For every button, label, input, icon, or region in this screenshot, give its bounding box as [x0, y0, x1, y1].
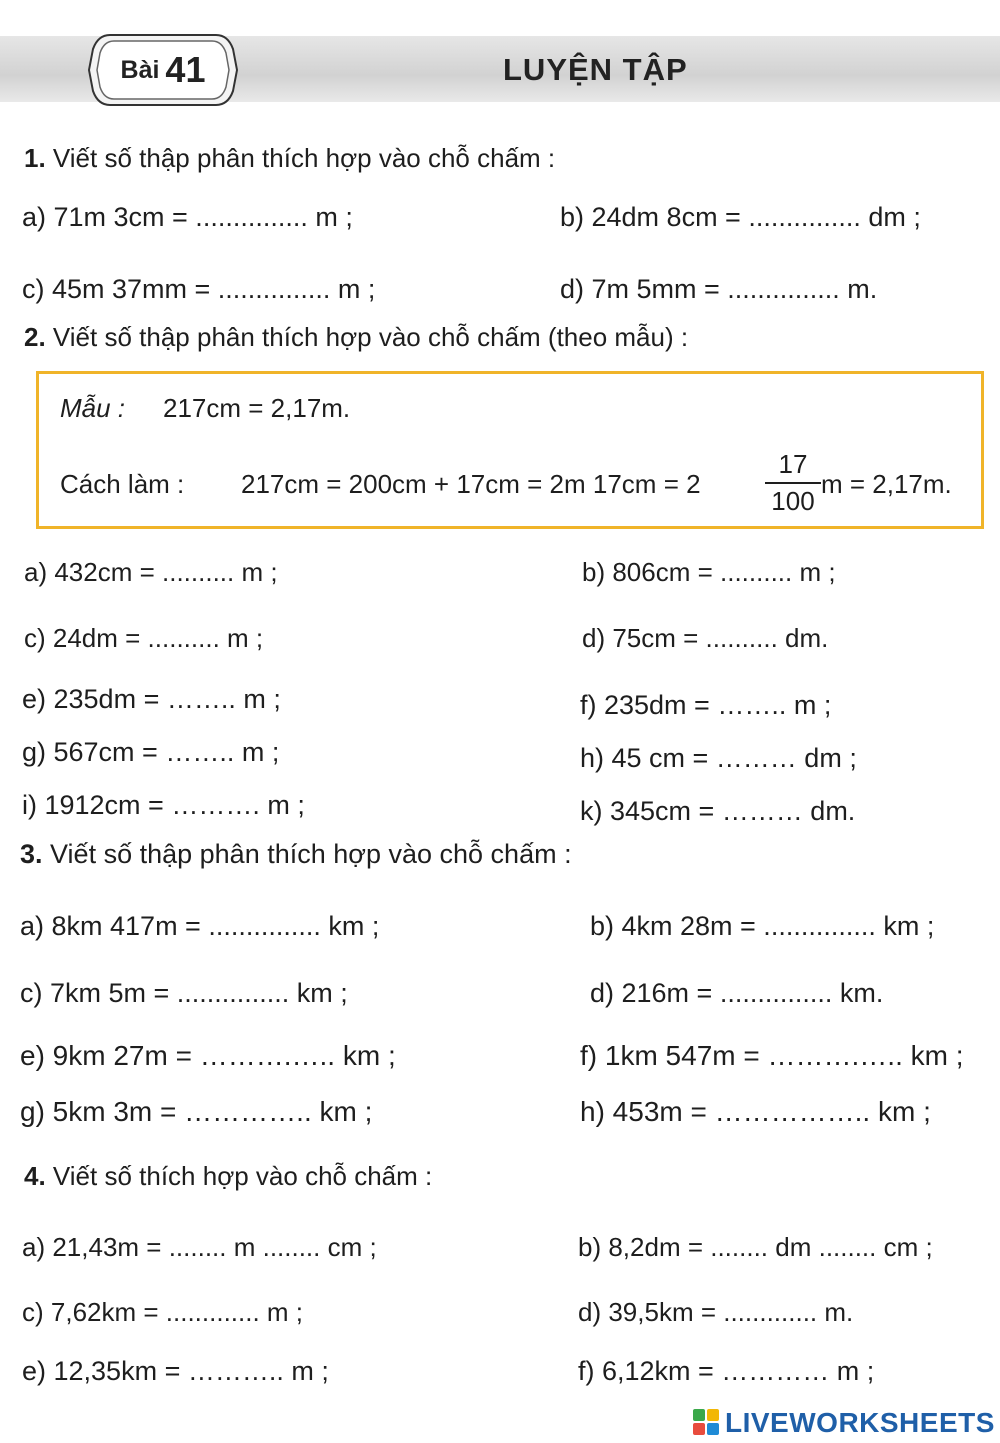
example-label: Mẫu :: [60, 393, 126, 423]
ex2-item-a[interactable]: a) 432cm = .......... m ;: [24, 557, 278, 587]
ex2-item-e[interactable]: e) 235dm = …….. m ;: [22, 684, 281, 714]
ex3-item-b[interactable]: b) 4km 28m = ............... km ;: [590, 911, 935, 941]
ex2-item-d[interactable]: d) 75cm = .......... dm.: [582, 623, 829, 653]
ex3-item-d[interactable]: d) 216m = ............... km.: [590, 978, 884, 1008]
ex1-item-d[interactable]: d) 7m 5mm = ............... m.: [560, 274, 878, 304]
liveworksheets-logo-icon: [693, 1409, 721, 1437]
ex4-item-f[interactable]: f) 6,12km = ………… m ;: [578, 1356, 875, 1386]
ex3-item-h[interactable]: h) 453m = …………….. km ;: [580, 1096, 931, 1127]
ex4-item-c[interactable]: c) 7,62km = ............. m ;: [22, 1297, 304, 1327]
ex3-item-f[interactable]: f) 1km 547m = ……….….. km ;: [580, 1040, 964, 1071]
exercise-3-heading: [20, 839, 572, 870]
method-left: 217cm = 200cm + 17cm = 2m 17cm = 2: [241, 469, 701, 499]
badge-word: Bài: [120, 55, 160, 84]
ex4-item-a[interactable]: a) 21,43m = ........ m ........ cm ;: [22, 1232, 377, 1262]
method-fraction: [765, 449, 821, 517]
example-line: 217cm = 2,17m.: [163, 393, 351, 423]
exercise-2-number: 2.: [24, 322, 46, 352]
ex2-item-f[interactable]: f) 235dm = …….. m ;: [580, 690, 832, 720]
ex4-item-b[interactable]: b) 8,2dm = ........ dm ........ cm ;: [578, 1232, 933, 1262]
liveworksheets-logo-text: LIVEWORKSHEETS: [725, 1407, 995, 1438]
ex2-item-g[interactable]: g) 567cm = …….. m ;: [22, 737, 280, 767]
page-title: LUYỆN TẬP: [503, 52, 688, 87]
ex4-item-e[interactable]: e) 12,35km = ……….. m ;: [22, 1356, 329, 1386]
exercise-3-text: Viết số thập phân thích hợp vào chỗ chấm :: [42, 839, 572, 869]
exercise-1-number: 1.: [24, 143, 46, 173]
method-right: m = 2,17m.: [821, 469, 952, 499]
ex2-item-h[interactable]: h) 45 cm = ……… dm ;: [580, 743, 857, 773]
ex2-item-b[interactable]: b) 806cm = .......... m ;: [582, 557, 836, 587]
ex1-item-a[interactable]: a) 71m 3cm = ............... m ;: [22, 202, 353, 232]
liveworksheets-logo[interactable]: [693, 1404, 995, 1442]
badge-number: 41: [165, 49, 206, 90]
ex3-item-g[interactable]: g) 5km 3m = ………….. km ;: [20, 1096, 373, 1127]
exercise-3-number: 3.: [20, 839, 43, 869]
exercise-1-text: Viết số thập phân thích hợp vào chỗ chấm :: [45, 143, 556, 173]
ex2-item-i[interactable]: i) 1912cm = ………. m ;: [22, 790, 305, 820]
exercise-2-text: Viết số thập phân thích hợp vào chỗ chấm (theo mẫu) :: [45, 322, 689, 352]
ex4-item-d[interactable]: d) 39,5km = ............. m.: [578, 1297, 854, 1327]
ex3-item-c[interactable]: c) 7km 5m = ............... km ;: [20, 978, 348, 1008]
method-label: Cách làm :: [60, 469, 185, 499]
fraction-bar: [765, 482, 821, 484]
exercise-1-heading: [24, 143, 555, 174]
ex1-item-c[interactable]: c) 45m 37mm = ............... m ;: [22, 274, 376, 304]
exercise-2-heading: [24, 322, 688, 353]
ex3-item-e[interactable]: e) 9km 27m = ……….….. km ;: [20, 1040, 396, 1071]
fraction-denominator: 100: [771, 486, 815, 516]
ex2-item-c[interactable]: c) 24dm = .......... m ;: [24, 623, 264, 653]
exercise-4-text: Viết số thích hợp vào chỗ chấm :: [45, 1161, 433, 1191]
ex2-item-k[interactable]: k) 345cm = ……… dm.: [580, 796, 856, 826]
exercise-4-heading: [24, 1161, 432, 1192]
exercise-4-number: 4.: [24, 1161, 46, 1191]
ex1-item-b[interactable]: b) 24dm 8cm = ............... dm ;: [560, 202, 921, 232]
lesson-badge: [88, 27, 238, 113]
fraction-numerator: 17: [778, 449, 808, 479]
ex3-item-a[interactable]: a) 8km 417m = ............... km ;: [20, 911, 380, 941]
